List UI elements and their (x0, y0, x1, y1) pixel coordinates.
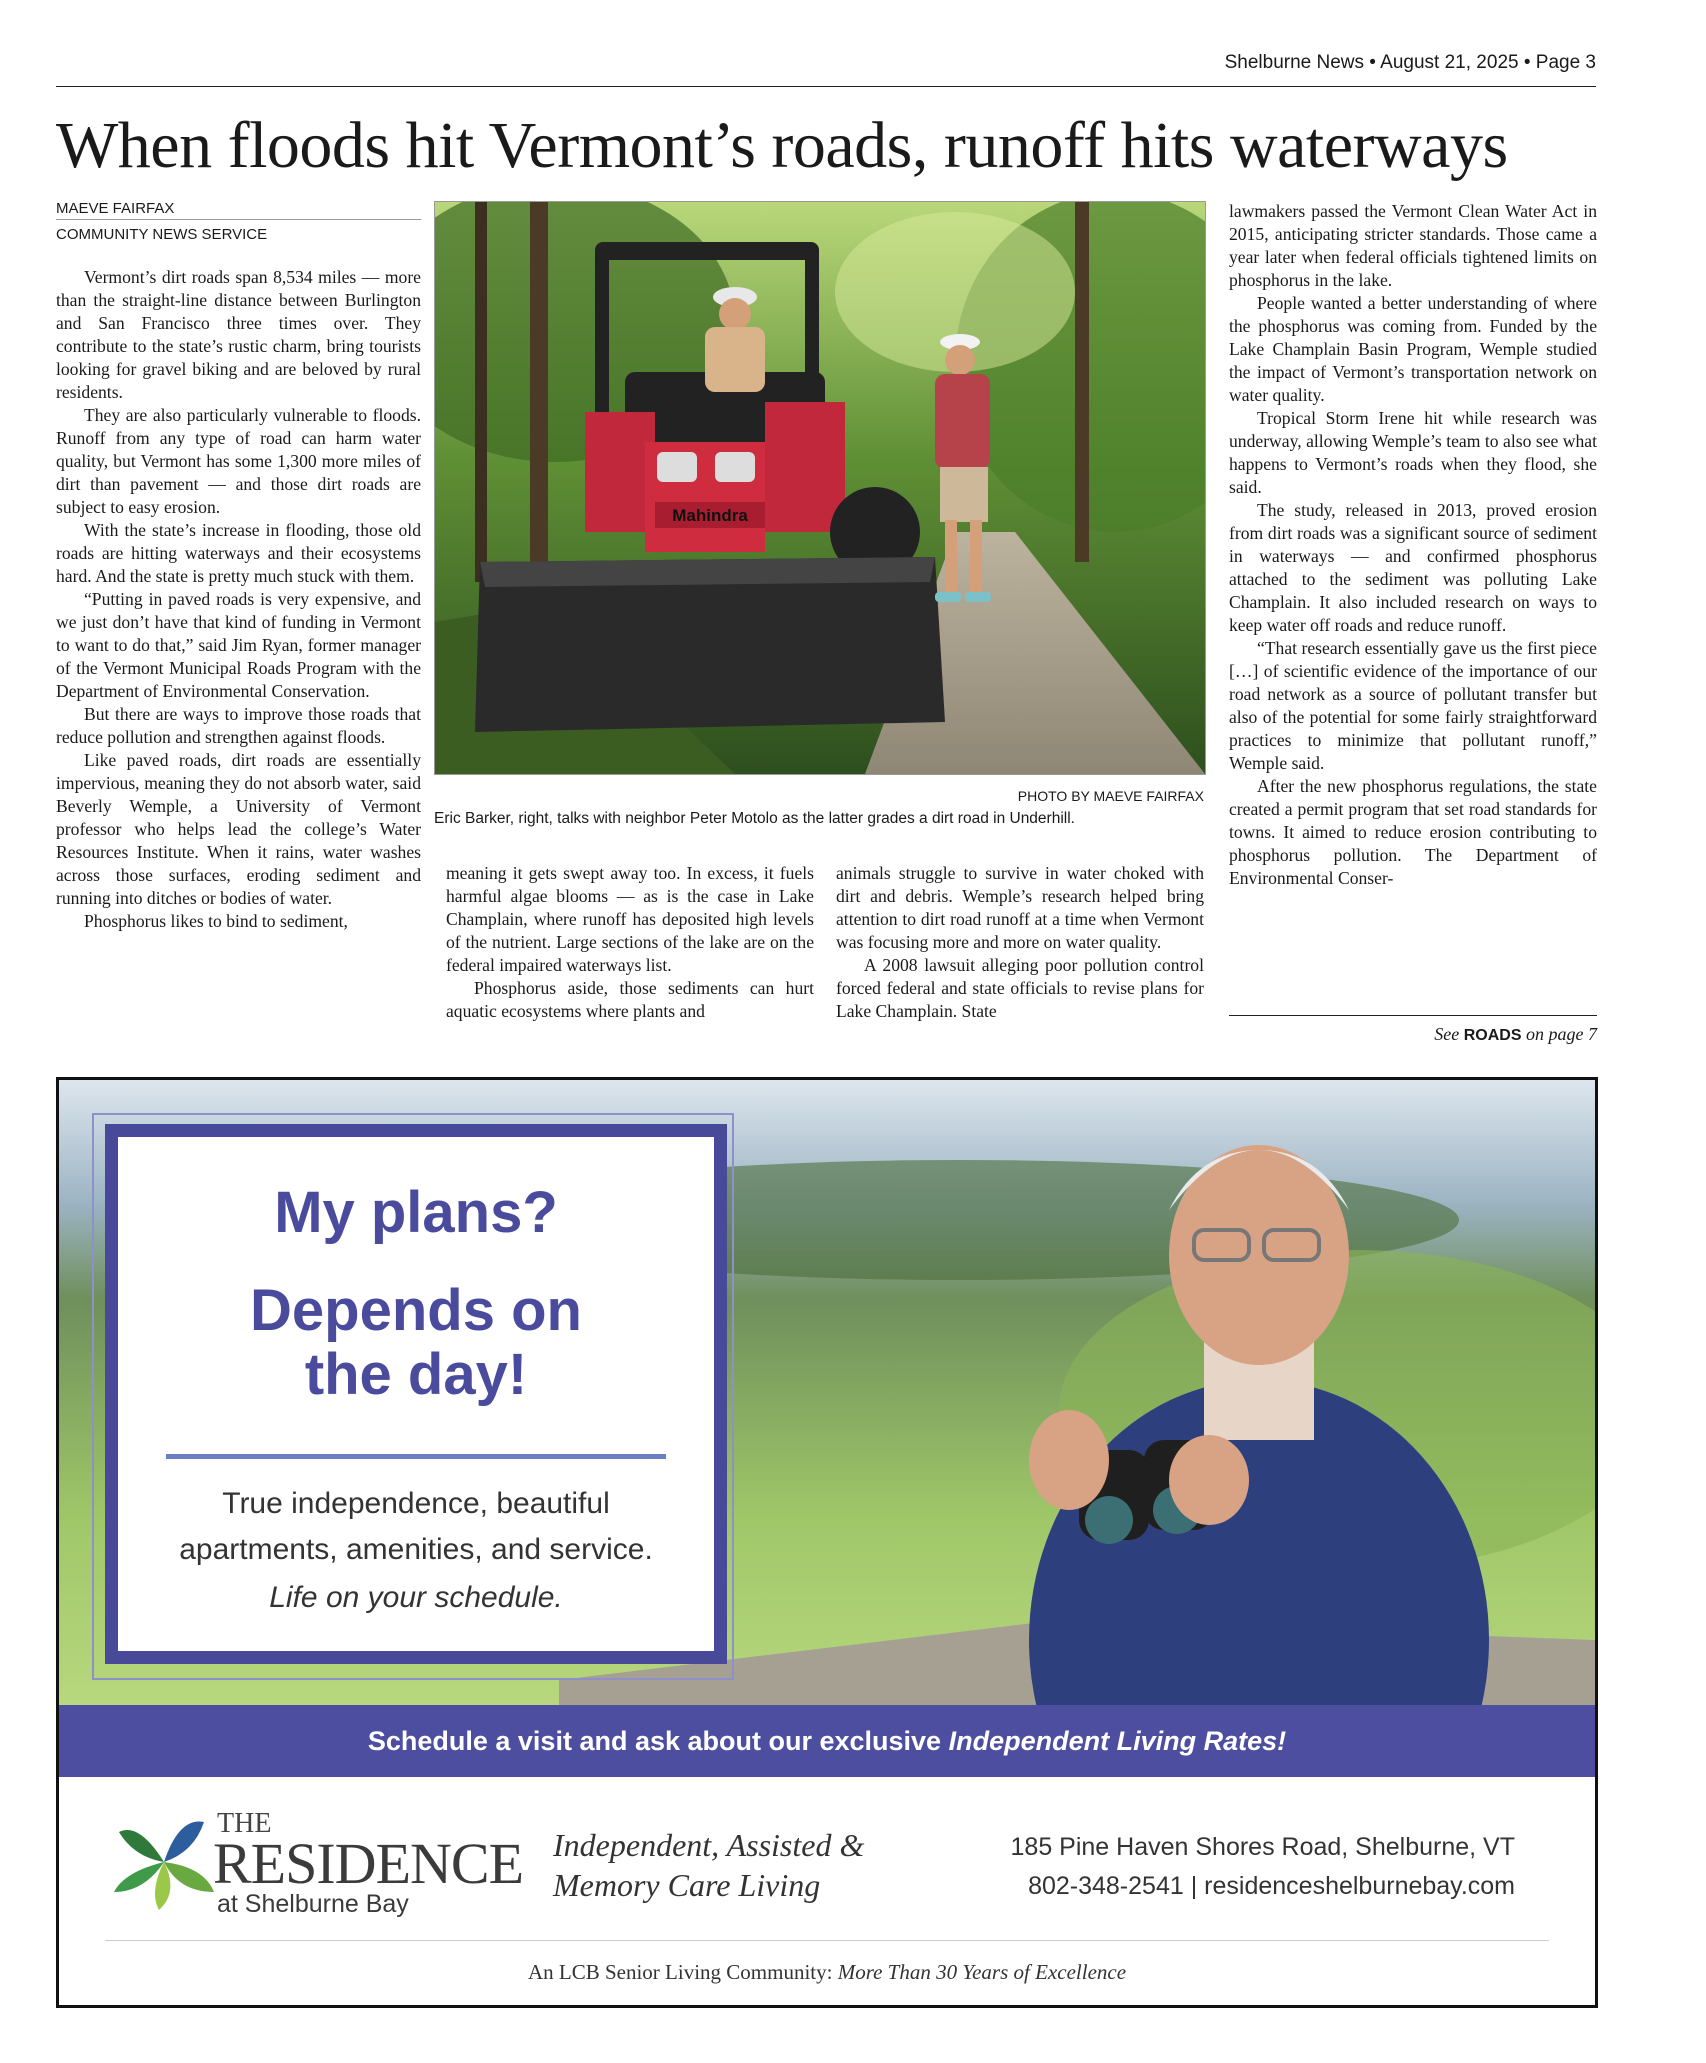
ad-tagline-1: Independent, Assisted & (553, 1827, 865, 1863)
continued-on-link[interactable] (1229, 1024, 1597, 1045)
article-column-4 (1229, 200, 1597, 890)
paragraph: A 2008 lawsuit alleging poor pollution control forced federal and state officials to revise plans for Lake Champlain. State (836, 955, 1204, 1021)
paragraph: Tropical Storm Irene hit while research was underway, allowing Wemple’s team to also see what happens to Vermont’s roads when they flood, she said. (1229, 408, 1597, 497)
paragraph: Like paved roads, dirt roads are essentially impervious, meaning they do not absorb water, said Beverly Wemple, a University of Vermont professor who helps lead the college’s Water Resources Institute. When it rains, water washes across those surfaces, eroding sediment and running into ditches or bodies of water. (56, 750, 421, 908)
article-column-2 (446, 862, 814, 1023)
ad-footer (59, 1960, 1595, 1985)
paragraph: People wanted a better understanding of where the phosphorus was coming from. Funded by the Lake Champlain Basin Program, Wemple studied the impact of Vermont’s transportation network on water quality. (1229, 293, 1597, 405)
jump-rule (1229, 1015, 1597, 1016)
paragraph: meaning it gets swept away too. In excess, it fuels harmful algae blooms — as is the case in Lake Champlain, where runoff has deposited high levels of the nutrient. Large sections of the lake are on the federal impaired waterways list. (446, 863, 814, 975)
ad-headline-2b: the day! (304, 1342, 528, 1407)
paragraph: After the new phosphorus regulations, the state created a permit program that set road standards for towns. It aimed to reduce erosion contributing to phosphorus pollution. The Department of Environmental Conser- (1229, 776, 1597, 888)
residence-advertisement (56, 1077, 1598, 2008)
ad-band-emphasis: Independent Living Rates! (948, 1726, 1287, 1756)
ad-subtext-2: apartments, amenities, and service. (179, 1533, 653, 1566)
ad-divider (166, 1454, 666, 1459)
paragraph: Phosphorus likes to bind to sediment, (84, 911, 348, 931)
ad-address: 185 Pine Haven Shores Road, Shelburne, VT (1010, 1833, 1515, 1861)
ad-subtext-1: True independence, beautiful (222, 1487, 610, 1520)
paragraph: Vermont’s dirt roads span 8,534 miles — more than the straight-line distance between Burlington and San Francisco three times over. They contribute to the state’s rustic charm, bring tourists looking for gravel biking and are beloved by rural residents. (56, 267, 421, 402)
ad-separator: | (1190, 1872, 1198, 1900)
logo-the: THE (217, 1808, 272, 1839)
jump-page: on page 7 (1526, 1024, 1597, 1044)
article-photo (434, 201, 1206, 775)
jump-see: See (1434, 1024, 1460, 1044)
ad-footer-emphasis: More Than 30 Years of Excellence (837, 1960, 1127, 1984)
leaf-logo-icon (109, 1812, 219, 1912)
folio-rule (56, 86, 1596, 87)
paragraph: They are also particularly vulnerable to floods. Runoff from any type of road can harm water quality, but Vermont has some 1,300 more miles of dirt than pavement — and those dirt roads are subject to easy erosion. (56, 405, 421, 517)
byline-name: MAEVE FAIRFAX (56, 200, 421, 220)
ad-contact (939, 1872, 1515, 1901)
ad-message-box (105, 1124, 727, 1664)
logo-at-shelburne-bay: at Shelburne Bay (217, 1890, 409, 1918)
ad-tagline-2: Memory Care Living (553, 1867, 821, 1903)
jump-keyword: ROADS (1463, 1027, 1522, 1044)
paragraph: “That research essentially gave us the first piece […] of scientific evidence of the importance of our road network as a source of pollutant transfer but also of the potential for some fairly straightforward practices to minimize that pollutant runoff,” Wemple said. (1229, 638, 1597, 773)
photo-caption: Eric Barker, right, talks with neighbor Peter Motolo as the latter grades a dirt road in Underhill. (434, 810, 1075, 827)
tractor-photo-illustration (435, 202, 1205, 774)
ad-phone[interactable]: 802-348-2541 (1028, 1872, 1184, 1900)
ad-headline-1: My plans? (274, 1180, 558, 1245)
article-column-3 (836, 862, 1204, 1023)
ad-band-text: Schedule a visit and ask about our exclusive (367, 1726, 942, 1756)
tractor-brand: Mahindra (672, 506, 748, 525)
logo-residence: RESIDENCE (213, 1831, 523, 1896)
article-headline: When floods hit Vermont’s roads, runoff hits waterways (56, 109, 1508, 182)
ad-subtext-3: Life on your schedule. (269, 1581, 563, 1614)
ad-headline-2a: Depends on (250, 1278, 582, 1343)
paragraph: With the state’s increase in flooding, those old roads are hitting waterways and their ecosystems hard. And the state is pretty much stuck with them. (56, 520, 421, 586)
photo-credit: PHOTO BY MAEVE FAIRFAX (1017, 788, 1204, 804)
byline-org: COMMUNITY NEWS SERVICE (56, 226, 268, 243)
paragraph: But there are ways to improve those roads that reduce pollution and strengthen against floods. (56, 704, 421, 747)
paragraph: lawmakers passed the Vermont Clean Water Act in 2015, anticipating stricter standards. Those came a year later when federal officials tightened limits on phosphorus in the lake. (1229, 201, 1597, 290)
paragraph: Phosphorus aside, those sediments can hurt aquatic ecosystems where plants and (446, 978, 814, 1021)
article-column-1 (56, 266, 421, 933)
ad-footer-rule (105, 1940, 1549, 1941)
ad-footer-text: An LCB Senior Living Community: (527, 1960, 833, 1984)
ad-website-link[interactable]: residenceshelburnebay.com (1204, 1872, 1515, 1900)
page-folio: Shelburne News • August 21, 2025 • Page 3 (1224, 52, 1596, 73)
ad-cta-band (59, 1705, 1595, 1777)
paragraph: “Putting in paved roads is very expensive, and we just don’t have that kind of funding in Vermont to want to do that,” said Jim Ryan, former manager of the Vermont Municipal Roads Program with the Department of Environmental Conservation. (56, 589, 421, 701)
paragraph: The study, released in 2013, proved erosion from dirt roads was a significant source of sediment in waterways — and confirmed phosphorus attached to the sediment was polluting Lake Champlain. It also included research on ways to keep water off roads and reduce runoff. (1229, 500, 1597, 635)
paragraph: animals struggle to survive in water choked with dirt and debris. Wemple’s research helped bring attention to dirt road runoff at a time when Vermont was focusing more and more on water quality. (836, 863, 1204, 952)
ad-headline-2 (118, 1279, 714, 1407)
